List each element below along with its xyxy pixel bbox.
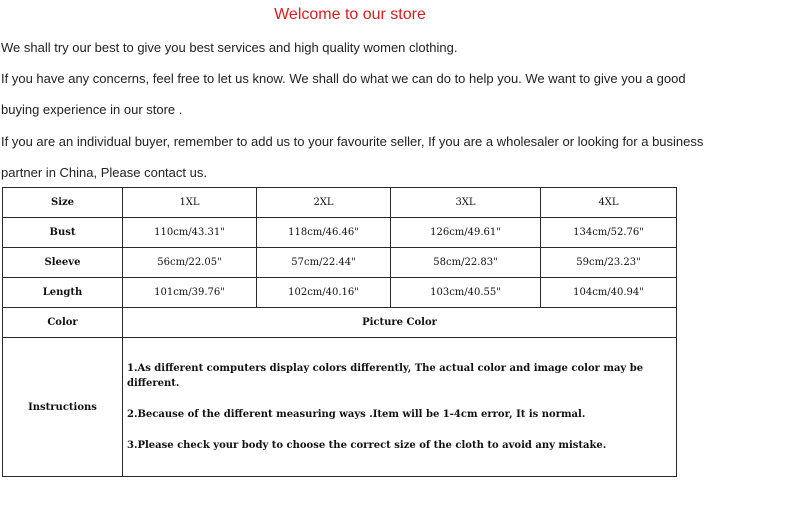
instructions-notes [123,338,677,477]
row-label: Sleeve [3,248,123,278]
table-row-instructions [3,338,677,477]
row-label: Bust [3,218,123,248]
row-label: Length [3,278,123,308]
size-chart-table [2,187,677,477]
table-cell: 104cm/40.94" [541,278,677,308]
intro-paragraph-2: If you have any concerns, feel free to let us know. We shall do what we can do to help you. We want to give you a good [1,71,686,86]
table-row-bust [3,218,677,248]
store-welcome-title: Welcome to our store [274,6,426,23]
row-label: Color [3,308,123,338]
table-cell: 103cm/40.55" [391,278,541,308]
color-value: Picture Color [123,308,677,338]
table-row-color [3,308,677,338]
table-cell: 56cm/22.05" [123,248,257,278]
header-1xl: 1XL [123,188,257,218]
table-cell: 118cm/46.46" [257,218,391,248]
table-cell: 110cm/43.31" [123,218,257,248]
table-cell: 59cm/23.23" [541,248,677,278]
instruction-item: 1.As different computers display colors differently, The actual color and image color may be different. [127,363,644,389]
intro-paragraph-4: If you are an individual buyer, remember to add us to your favourite seller, If you are a wholesaler or looking for a business [1,134,704,149]
table-cell: 58cm/22.83" [391,248,541,278]
row-label: Instructions [3,338,123,477]
instruction-item: 3.Please check your body to choose the correct size of the cloth to avoid any mistake. [127,440,607,451]
intro-paragraph-1: We shall try our best to give you best services and high quality women clothing. [1,40,458,55]
table-cell: 126cm/49.61" [391,218,541,248]
instruction-item: 2.Because of the different measuring ways .Item will be 1-4cm error, It is normal. [127,409,586,420]
table-header-row [3,188,677,218]
table-row-sleeve [3,248,677,278]
table-cell: 134cm/52.76" [541,218,677,248]
header-size: Size [3,188,123,218]
table-cell: 101cm/39.76" [123,278,257,308]
header-4xl: 4XL [541,188,677,218]
intro-paragraph-5: partner in China, Please contact us. [1,165,207,180]
table-row-length [3,278,677,308]
header-3xl: 3XL [391,188,541,218]
intro-paragraph-3: buying experience in our store . [1,102,183,117]
table-cell: 102cm/40.16" [257,278,391,308]
table-cell: 57cm/22.44" [257,248,391,278]
header-2xl: 2XL [257,188,391,218]
